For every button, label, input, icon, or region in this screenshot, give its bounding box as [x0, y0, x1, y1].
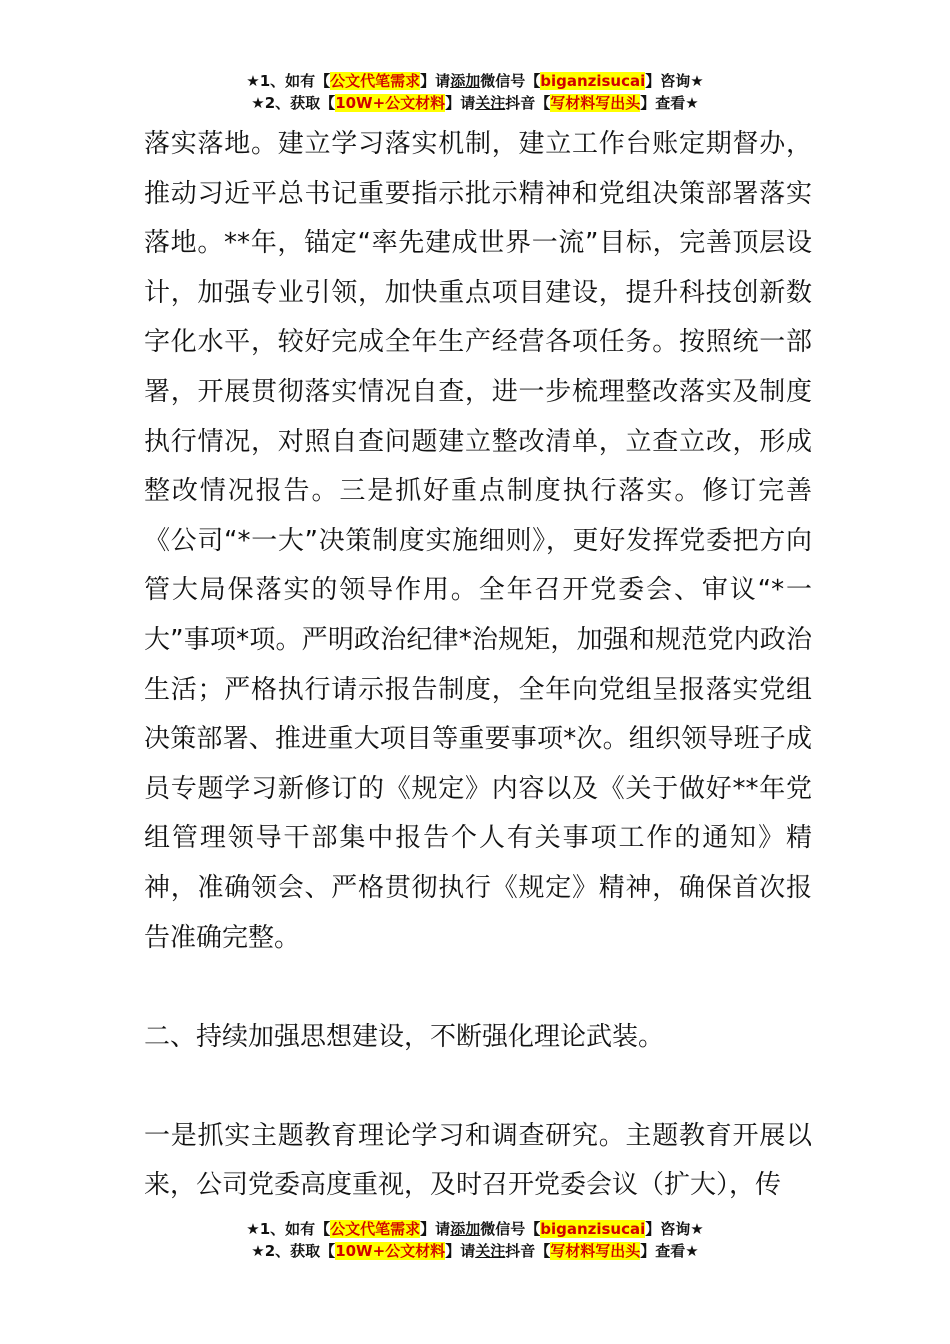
header-notice [0, 70, 950, 114]
notice-highlight: biganzisucai [540, 72, 646, 90]
notice-text: 】查看★ [640, 94, 699, 112]
notice-text: ★1、如有【 [246, 1220, 331, 1238]
notice-text: 】请 [445, 94, 476, 112]
notice-text: ★1、如有【 [246, 72, 331, 90]
notice-text: 】咨询★ [645, 72, 704, 90]
notice-text: 】请 [445, 1242, 476, 1260]
notice-highlight: 写材料写出头 [550, 1242, 641, 1260]
notice-text: 微信号【 [480, 1220, 541, 1238]
notice-text: 】请 [420, 1220, 451, 1238]
notice-text: 抖音【 [505, 94, 551, 112]
notice-underlined: 关注 [475, 94, 506, 112]
notice-text: 抖音【 [505, 1242, 551, 1260]
paragraph-gap [144, 963, 812, 1013]
notice-underlined: 添加 [450, 72, 481, 90]
notice-line-1 [0, 1218, 950, 1240]
notice-text: 】查看★ [640, 1242, 699, 1260]
notice-highlight: 10W+公文材料 [335, 1242, 446, 1260]
notice-text: ★2、获取【 [251, 1242, 336, 1260]
notice-line-1 [0, 70, 950, 92]
notice-text: 】请 [420, 72, 451, 90]
notice-highlight: 公文代笔需求 [330, 72, 421, 90]
notice-text: 】咨询★ [645, 1220, 704, 1238]
notice-line-2 [0, 1240, 950, 1262]
body-paragraph: 落实落地。建立学习落实机制，建立工作台账定期督办，推动习近平总书记重要指示批示精神和党组决策部署落实落地。**年，锚定“率先建成世界一流”目标，完善顶层设计，加强专业引领，加快重点项目建设，提升科技创新数字化水平，较好完成全年生产经营各项任务。按照统一部署，开展贯彻落实情况自查，进一步梳理整改落实及制度执行情况，对照自查问题建立整改清单，立查立改，形成整改情况报告。三是抓好重点制度执行落实。修订完善《公司“*一大”决策制度实施细则》，更好发挥党委把方向管大局保落实的领导作用。全年召开党委会、审议“*一大”事项*项。严明政治纪律*治规矩，加强和规范党内政治生活；严格执行请示报告制度，全年向党组呈报落实党组决策部署、推进重大项目等重要事项*次。组织领导班子成员专题学习新修订的《规定》内容以及《关于做好**年党组管理领导干部集中报告个人有关事项工作的通知》精神，准确领会、严格贯彻执行《规定》精神，确保首次报告准确完整。 [144, 129, 812, 953]
notice-text: ★2、获取【 [251, 94, 336, 112]
notice-highlight: 10W+公文材料 [335, 94, 446, 112]
notice-line-2 [0, 92, 950, 114]
section-heading: 二、持续加强思想建设，不断强化理论武装。 [144, 1021, 665, 1052]
notice-underlined: 关注 [475, 1242, 506, 1260]
notice-highlight: biganzisucai [540, 1220, 646, 1238]
notice-highlight: 公文代笔需求 [330, 1220, 421, 1238]
notice-highlight: 写材料写出头 [550, 94, 641, 112]
paragraph-gap [144, 1062, 812, 1112]
notice-underlined: 添加 [450, 1220, 481, 1238]
body-paragraph: 一是抓实主题教育理论学习和调查研究。主题教育开展以来，公司党委高度重视，及时召开党委会议（扩大），传 [144, 1120, 812, 1201]
notice-text: 微信号【 [480, 72, 541, 90]
document-body [144, 120, 812, 1211]
footer-notice [0, 1218, 950, 1262]
